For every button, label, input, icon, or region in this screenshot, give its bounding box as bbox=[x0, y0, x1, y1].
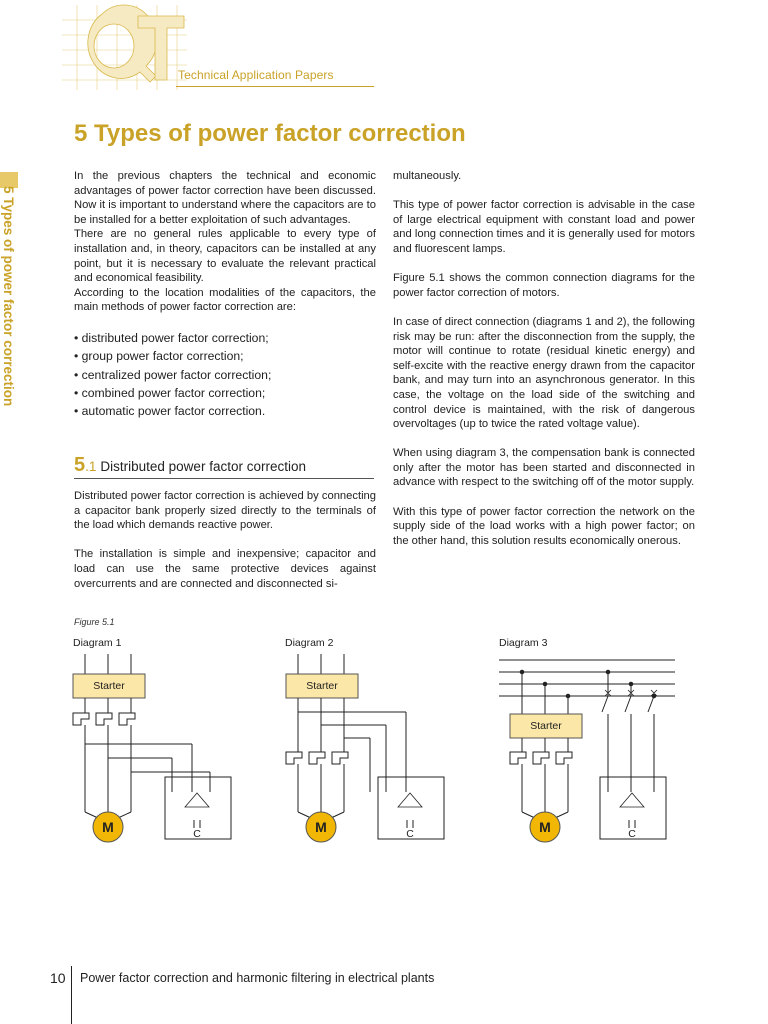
diagram-3-label: Diagram 3 bbox=[499, 637, 548, 649]
section-title: Distributed power factor correction bbox=[100, 459, 306, 474]
paragraph: There are no general rules applicable to every type of installation and, in theory, capacitors can be installed at any point, but it is necessary to evaluate the relevant practical and economical feasibility. bbox=[74, 228, 376, 285]
paragraph: In case of direct connection (diagrams 1 and 2), the following risk may be run: after the disconnection from the supply, the motor will continue to rotate (residual kinetic energy) and self-excite with the reactive energy drawn from the capacitor bank, and may turn into an asynchronous generator. In this case, the voltage on the load side of the switching and control device is maintained, with the risk of dangerous overvoltages (up to twice the rated voltage value). bbox=[393, 315, 695, 431]
paragraph: With this type of power factor correction the network on the supply side of the load works with a high power factor; on the other hand, this solution results economically onerous. bbox=[393, 505, 695, 547]
switch-disconnectors bbox=[602, 672, 657, 792]
diagram-2-label: Diagram 2 bbox=[285, 637, 334, 649]
diagram-1-label: Diagram 1 bbox=[73, 637, 122, 649]
logo-letters bbox=[88, 5, 184, 82]
chapter-title: 5 Types of power factor correction bbox=[74, 120, 466, 147]
paragraph: When using diagram 3, the compensation bank is connected only after the motor has been started and disconnected in advance with respect to the switching off of the motor supply. bbox=[393, 447, 695, 489]
paragraph: Distributed power factor correction is achieved by connecting a capacitor bank properly sized directly to the terminals of the load which demands reactive power. bbox=[74, 490, 376, 532]
section-heading bbox=[74, 454, 374, 479]
contactor-2 bbox=[286, 752, 348, 764]
section-body bbox=[74, 489, 376, 591]
section-number: 5 bbox=[74, 454, 86, 476]
series-underline bbox=[176, 86, 374, 87]
section-decimal: .1 bbox=[85, 459, 97, 474]
motor-label: M bbox=[539, 819, 551, 835]
figure-diagrams bbox=[60, 632, 700, 852]
paragraph: According to the location modalities of the capacitors, the main methods of power factor correction are: bbox=[74, 286, 376, 314]
paragraph: The installation is simple and inexpensive; capacitor and load can use the same protective devices against overcurrents and are connected and disconnected si- bbox=[74, 548, 376, 590]
paragraph: In the previous chapters the technical and economic advantages of power factor correction have been discussed. Now it is important to understand where the capacitors are to be installed for a better exploitation of such advantages. bbox=[74, 170, 376, 226]
starter-label: Starter bbox=[93, 680, 125, 692]
motor-label: M bbox=[102, 819, 114, 835]
column-right bbox=[393, 169, 695, 548]
paragraph: multaneously. bbox=[393, 170, 462, 182]
starter-label: Starter bbox=[306, 680, 338, 692]
contactor-3 bbox=[510, 752, 572, 764]
capacitor-label: C bbox=[193, 828, 201, 840]
motor-label: M bbox=[315, 819, 327, 835]
capacitor-icon bbox=[620, 793, 644, 840]
list-item: • automatic power factor correction. bbox=[74, 402, 376, 420]
capacitor-icon bbox=[185, 793, 209, 840]
list-item: • combined power factor correction; bbox=[74, 384, 376, 402]
capacitor-label: C bbox=[406, 828, 414, 840]
list-item: • group power factor correction; bbox=[74, 347, 376, 365]
methods-list bbox=[74, 329, 376, 420]
capacitor-icon bbox=[398, 793, 422, 840]
capacitor-label: C bbox=[628, 828, 636, 840]
list-item: • distributed power factor correction; bbox=[74, 329, 376, 347]
side-tab-label: 5 Types of power factor correction bbox=[1, 186, 16, 407]
figure-caption: Figure 5.1 bbox=[74, 617, 115, 627]
list-item: • centralized power factor correction; bbox=[74, 366, 376, 384]
page-number: 10 bbox=[50, 970, 66, 986]
diagram-2 bbox=[285, 637, 444, 842]
paragraph: This type of power factor correction is advisable in the case of large electrical equipment with constant load and power and long connection times and it is generally used for motors and fluorescent lamps. bbox=[393, 199, 695, 255]
contactor-1 bbox=[73, 713, 135, 725]
paragraph: Figure 5.1 shows the common connection diagrams for the power factor correction of motors. bbox=[393, 272, 695, 299]
footer-divider bbox=[71, 966, 72, 1024]
starter-label: Starter bbox=[530, 720, 562, 732]
column-left bbox=[74, 169, 376, 420]
footer-title: Power factor correction and harmonic filtering in electrical plants bbox=[80, 971, 435, 985]
diagram-3 bbox=[499, 637, 675, 842]
series-title: Technical Application Papers bbox=[178, 68, 334, 82]
diagram-1 bbox=[73, 637, 231, 842]
